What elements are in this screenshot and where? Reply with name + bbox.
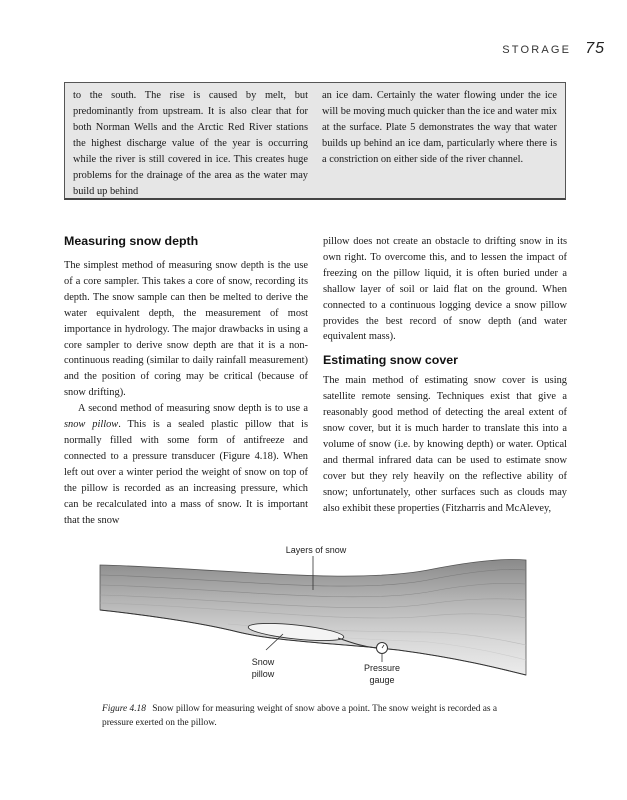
caption-text: Snow pillow for measuring weight of snow above a point. The snow weight is recorded as a pressure exerted on the pillow. — [102, 704, 498, 728]
snow-pillow-diagram — [98, 540, 528, 700]
caption-figure-number: Figure 4.18 — [102, 704, 146, 714]
paragraph-pillow-continued: pillow does not create an obstacle to drifting snow in its own right. To overcome this, and to lessen the impact of freezing on the pillow liquid, it is often buried under a shallow layer of soil or laid flat on the ground. When connected to a continuous logging device a snow pillow provides the best record of snow depth (and water equivalent mass). — [323, 236, 567, 343]
paragraph-snow-pillow — [64, 401, 308, 528]
term-snow-pillow: snow pillow — [64, 419, 119, 431]
label-snow-pillow-line2: pillow — [251, 669, 275, 679]
paragraph-snow-pillow-start: A second method of measuring snow depth is to use a — [78, 403, 308, 415]
running-head-section: STORAGE — [502, 44, 572, 56]
label-snow-pillow — [243, 656, 283, 680]
box-column-1: to the south. The rise is caused by melt, but predominantly from upstream. It is also clear that for both Norman Wells and the Arctic Red River stations the highest discharge value of the year is occurring while the river is still covered in ice. This creates huge problems for the drainage of the area as the water may build up behind — [73, 90, 308, 197]
box-column-2: an ice dam. Certainly the water flowing under the ice will be moving much quicker than the ice and water mix at the surface. Plate 5 demonstrates the way that water builds up behind an ice dam, particularly where there is a constriction on either side of the river channel. — [322, 90, 557, 165]
label-layers-of-snow: Layers of snow — [285, 545, 347, 555]
paragraph-snow-cover: The main method of estimating snow cover is using satellite remote sensing. Techniques exist that give a reasonably good method of detecting the areal extent of snow cover, but it is much harder to translate this into a volume of snow (i.e. by knowing depth) or water. Optical and thermal infrared data can be used to estimate snow cover but they rely heavily on the reflective ability of snow; unfortunately, other surfaces such as clouds may also exhibit these properties (Fitzharris and McAlevey, — [323, 375, 567, 514]
left-column — [64, 234, 308, 528]
heading-measuring-snow-depth: Measuring snow depth — [64, 234, 199, 248]
right-column — [323, 234, 567, 517]
page-number: 75 — [585, 40, 605, 57]
figure-snow-pillow — [98, 540, 528, 700]
label-pressure-gauge-line2: gauge — [369, 675, 395, 685]
paragraph-snow-pillow-end: . This is a sealed plastic pillow that is normally filled with some form of antifreeze and connected to a pressure transducer (Figure 4.18). When left out over a winter period the weight of snow on top of the pillow is recorded as an increasing pressure, which can be recalculated into a mass of snow. It is important that the snow — [64, 419, 308, 526]
label-snow-pillow-line1: Snow — [251, 657, 275, 667]
case-study-box — [64, 82, 566, 200]
running-head — [502, 40, 605, 58]
label-pressure-gauge — [356, 662, 408, 686]
paragraph-core-sampler: The simplest method of measuring snow depth is the use of a core sampler. This takes a core of snow, recording its depth. The snow sample can then be melted to derive the water equivalent depth, the measurement of most importance in hydrology. The major drawbacks in using a core sampler to derive snow depth are that it is a non-continuous reading (similar to daily rainfall measurement) and the position of coring may be critical (because of snow drifting). — [64, 260, 308, 399]
figure-caption — [102, 702, 522, 730]
heading-estimating-snow-cover: Estimating snow cover — [323, 353, 458, 368]
label-pressure-gauge-line1: Pressure — [363, 663, 400, 673]
